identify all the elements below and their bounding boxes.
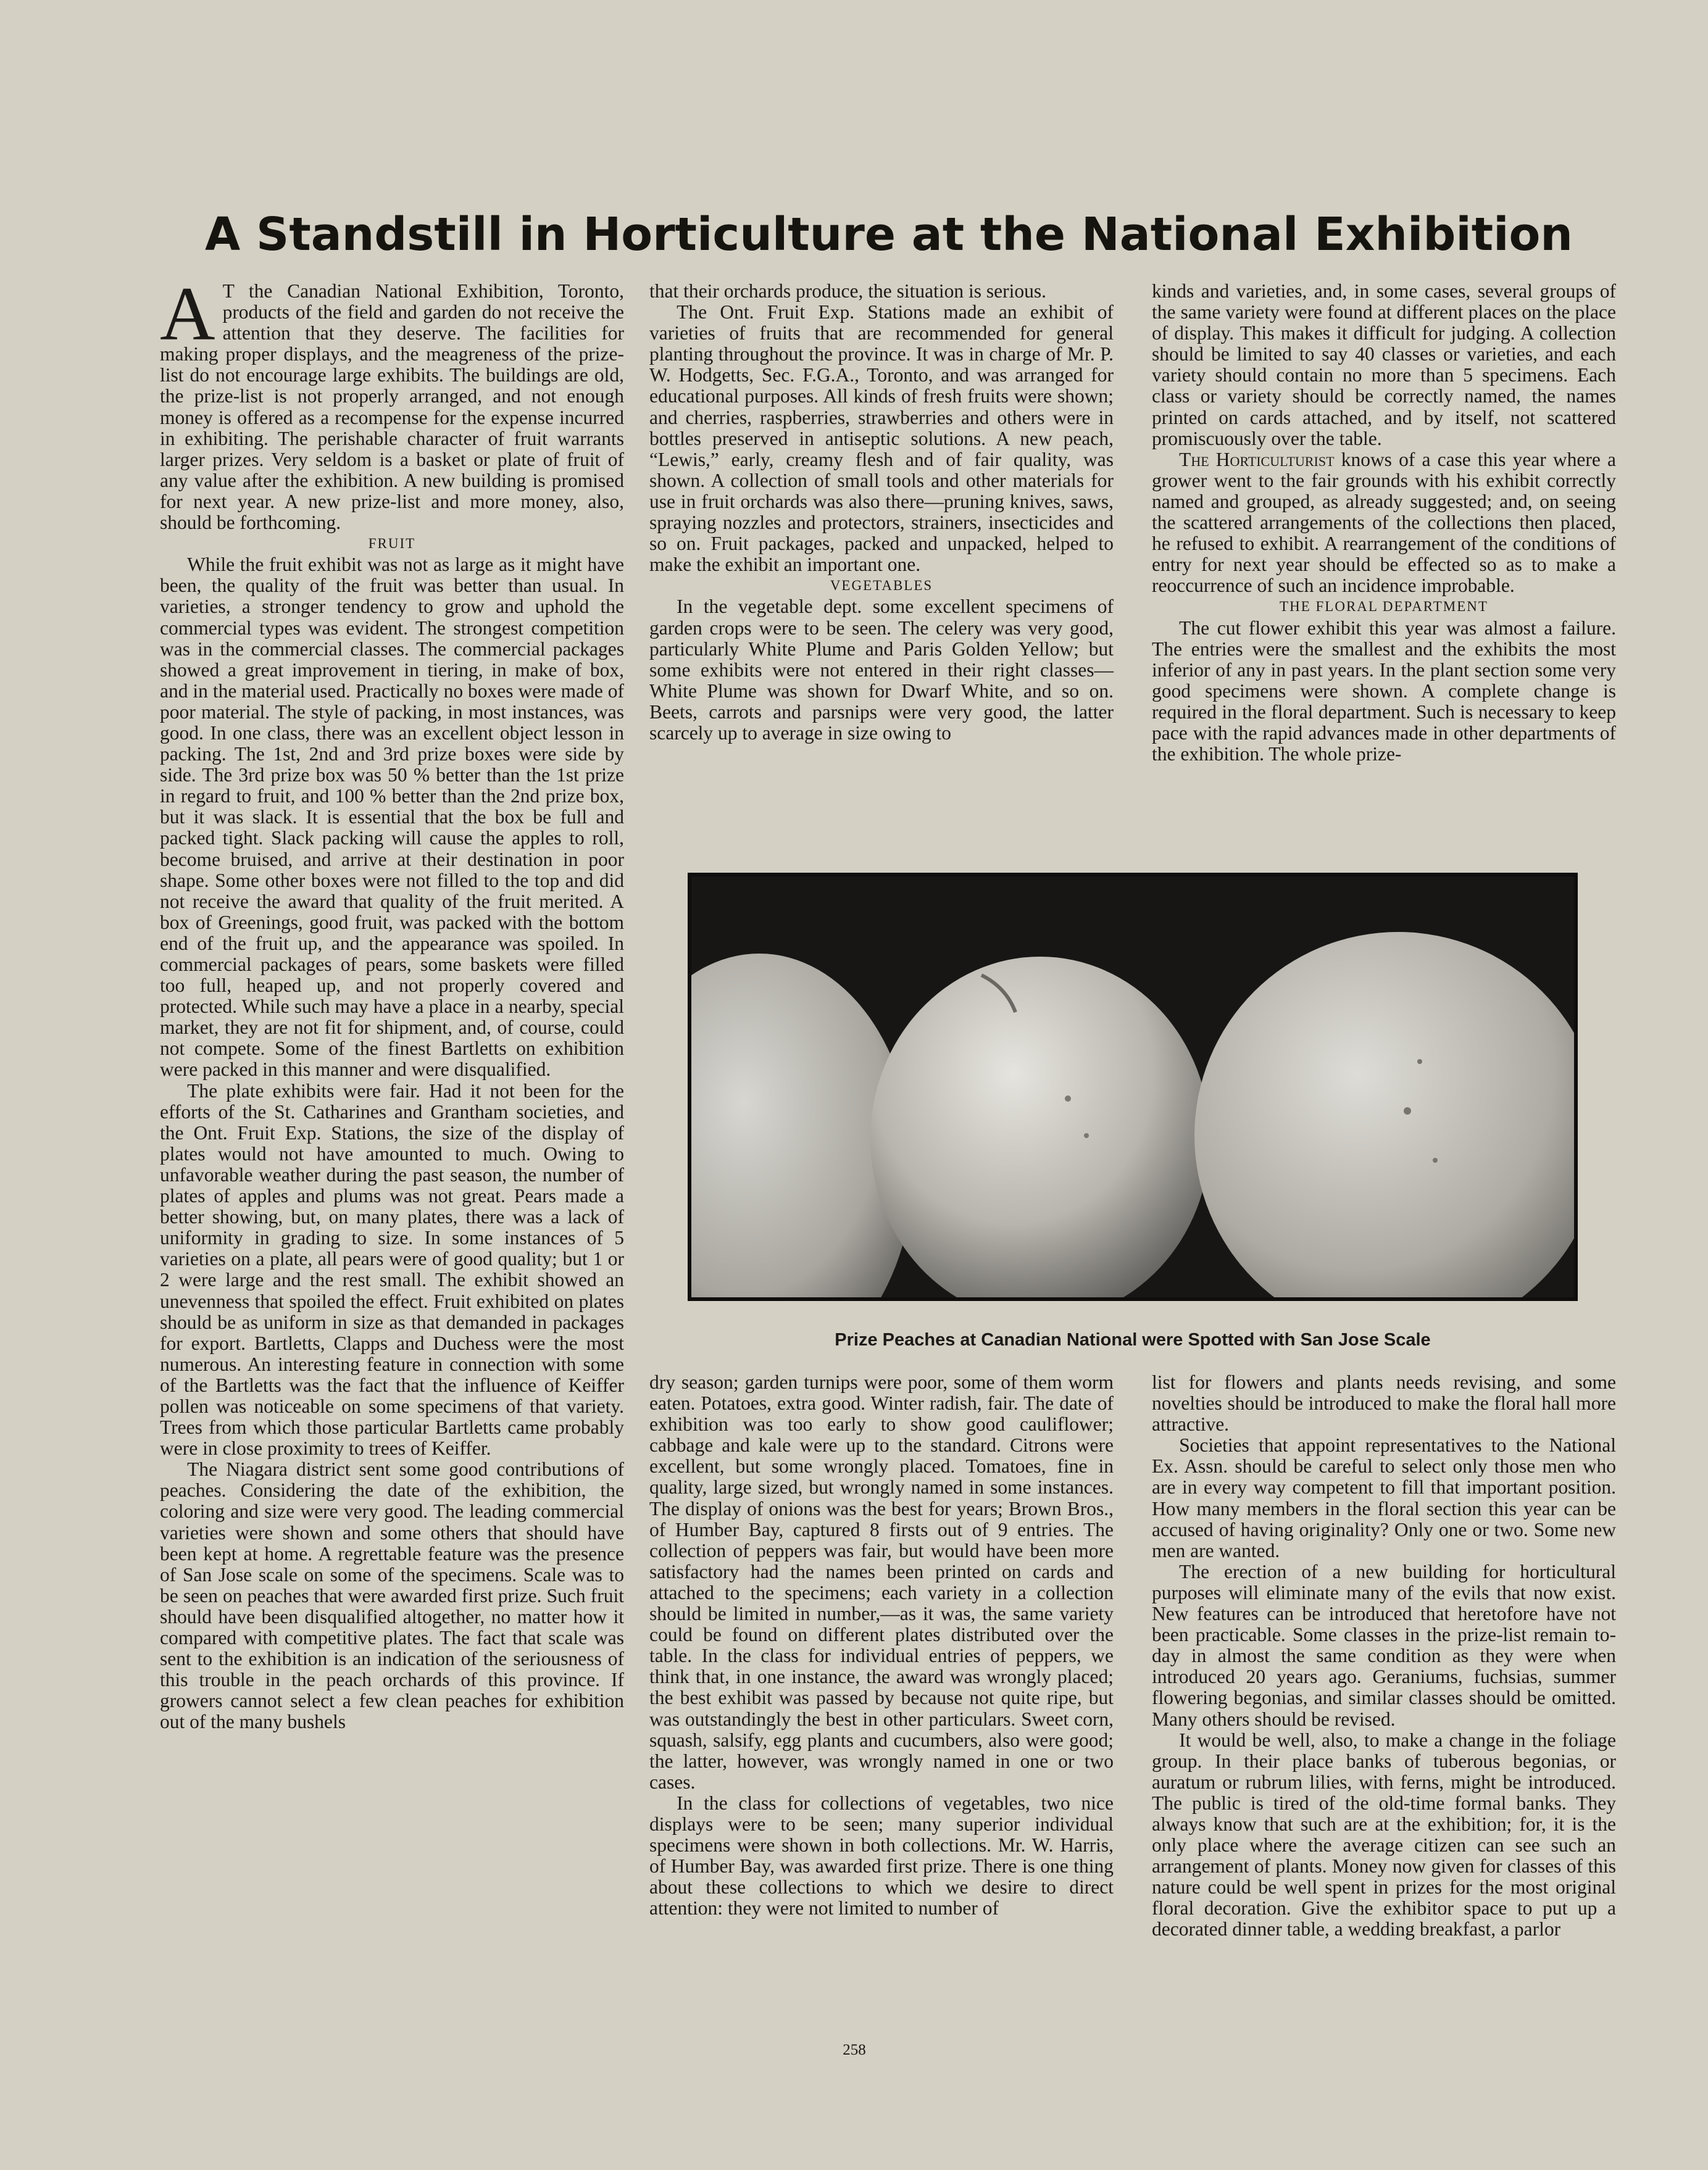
paragraph: list for flowers and plants needs revising, and some novelties should be introduced to make the floral hall more attractive. [1152, 1371, 1616, 1436]
column-3-bottom [1152, 1372, 1616, 1940]
column-2-bottom [649, 1372, 1114, 1919]
paragraph: In the vegetable dept. some excellent specimens of garden crops were to be seen. The celery was very good, particularly White Plume and Paris Golden Yellow; but some exhibits were not entered in their right classes—White Plume was shown for Dwarf White, and so on. Beets, carrots and parsnips were very good, the latter scarcely up to average in size owing to [649, 596, 1114, 744]
page-number: 258 [843, 2042, 866, 2058]
peaches-illustration [691, 876, 1574, 1297]
paragraph: The erection of a new building for horticultural purposes will eliminate many of the evils that now exist. New features can be introduced that heretofore have not been practicable. Some classes in the prize-list remain to-day in almost the same condition as they were when introduced 20 years ago. Geraniums, fuchsias, summer flowering begonias, and similar classes should be omitted. Many others should be revised. [1152, 1560, 1616, 1730]
paragraph [1152, 449, 1616, 597]
drop-cap: A [160, 272, 215, 356]
paragraph: While the fruit exhibit was not as large as it might have been, the quality of the fruit was better than usual. In varieties, a stronger tendency to grow and uphold the commercial types was evident. The strongest competition was in the commercial classes. The commercial packages showed a great improvement in tiering, in make of box, and in the material used. Practically no boxes were made of poor material. The style of packing, in most instances, was good. In one class, there was an excellent object lesson in packing. The 1st, 2nd and 3rd prize boxes were side by side. The 3rd prize box was 50 % better than the 1st prize in regard to fruit, and 100 % better than the 2nd prize box, but it was slack. It is essential that the box be full and packed tight. Slack packing will cause the apples to roll, become bruised, and arrive at their destination in poor shape. Some other boxes were not filled to the top and did not receive the award that quality of the fruit merited. A box of Greenings, good fruit, was packed with the bottom end of the fruit up, and the appearance was spoiled. In commercial packages of pears, some baskets were filled too full, heaped up, and not properly covered and protected. While such may have a place in a nearby, special market, they are not fit for shipment, and, of course, could not compete. Some of the finest Bartletts on exhibition were packed in this manner and were disqualified. [160, 554, 624, 1081]
paragraph: The Ont. Fruit Exp. Stations made an exhibit of varieties of fruits that are recommended for general planting throughout the province. It was in charge of Mr. P. W. Hodgetts, Sec. F.G.A., Toronto, and was arranged for educational purposes. All kinds of fresh fruits were shown; and cherries, raspberries, strawberries and others were in bottles preserved in antiseptic solutions. A new peach, “Lewis,” early, creamy flesh and of fair quality, was shown. A collection of small tools and other materials for use in fruit orchards was also there—pruning knives, saws, spraying nozzles and protectors, strainers, insecticides and so on. Fruit packages, packed and unpacked, helped to make the exhibit an important one. [649, 301, 1114, 576]
section-heading-vegetables: VEGETABLES [830, 578, 933, 594]
paragraph: The plate exhibits were fair. Had it not been for the efforts of the St. Catharines and Grantham societies, and the Ont. Fruit Exp. Stations, the size of the display of plates would not have amounted to much. Owing to unfavorable weather during the past season, the number of plates of apples and plums was not great. Pears made a better showing, but, on many plates, there was a lack of uniformity in grading to size. In some instances of 5 varieties on a plate, all pears were of good quality; but 1 or 2 were large and the rest small. The exhibit showed an unevenness that spoiled the effect. Fruit exhibited on plates should be as uniform in size as that demanded in packages for export. Bartletts, Clapps and Duchess were the most numerous. An interesting feature in connection with some of the Bartletts was the fact that the influence of Keiffer pollen was noticeable on some specimens of that variety. Trees from which those particular Bartletts came probably were in close proximity to trees of Keiffer. [160, 1079, 624, 1460]
column-1 [160, 272, 624, 1733]
section-heading-floral: THE FLORAL DEPARTMENT [1280, 599, 1488, 615]
paragraph: It would be well, also, to make a change in the foliage group. In their place banks of tuberous begonias, or auratum or rubrum lilies, with ferns, might be introduced. The public is tired of the old-time formal banks. They always know that such are at the exhibition; for, it is the only place where the average citizen can see such an arrangement of plants. Money now given for classes of this nature could be well spent in prizes for the most original floral decoration. Give the exhibitor space to put up a decorated dinner table, a wedding breakfast, a parlor [1152, 1729, 1616, 1940]
paragraph: kinds and varieties, and, in some cases, several groups of the same variety were found at different places on the place of display. This makes it difficult for judging. A collection should be limited to say 40 classes or varieties, and each variety should contain no more than 5 specimens. Each class or variety should be correctly named, the names printed on cards attached, and by itself, not scattered promiscuously over the table. [1152, 280, 1616, 449]
column-2-top [649, 281, 1114, 744]
peaches-photo [688, 873, 1578, 1301]
intro-paragraph [160, 272, 624, 534]
publication-name: The Horticulturist [1179, 448, 1335, 470]
paragraph: In the class for collections of vegetables, two nice displays were to be seen; many superior individual specimens were shown in both collections. Mr. W. Harris, of Humber Bay, was awarded first prize. There is one thing about these collections to which we desire to direct attention: they were not limited to number of [649, 1792, 1114, 1919]
paragraph: that their orchards produce, the situation is serious. [649, 280, 1046, 302]
column-3-top [1152, 281, 1616, 765]
article-title: A Standstill in Horticulture at the National Exhibition [205, 208, 1573, 261]
paragraph-text: knows of a case this year where a grower went to the fair grounds with his exhibit correctly named and grouped, as already suggested; and, on seeing the scattered arrangements of the collections then placed, he refused to exhibit. A rearrangement of the conditions of entry for next year should be effected so as to make a reoccurrence of such an incidence improbable. [1152, 448, 1616, 597]
paragraph: Societies that appoint representatives to the National Ex. Assn. should be careful to select only those men who are in every way competent to fill that important position. How many members in the floral section this year can be accused of having originality? Only one or two. Some new men are wanted. [1152, 1434, 1616, 1561]
intro-text: T the Canadian National Exhibition, Toronto, products of the field and garden do not receive the attention that they deserve. The facilities for making proper displays, and the meagreness of the prize-list do not encourage large exhibits. The buildings are old, the prize-list is not properly arranged, and not enough money is offered as a recompense for the expense incurred in exhibiting. The perishable character of fruit warrants larger prizes. Very seldom is a basket or plate of fruit of any value after the exhibition. A new building is promised for next year. A new prize-list and more money, also, should be forthcoming. [160, 280, 624, 534]
section-heading-fruit: FRUIT [368, 536, 416, 552]
photo-caption: Prize Peaches at Canadian National were Spotted with San Jose Scale [835, 1330, 1431, 1350]
paragraph: dry season; garden turnips were poor, some of them worm eaten. Potatoes, extra good. Winter radish, fair. The date of exhibition was too early to show good cauliflower; cabbage and kale were up to the standard. Citrons were excellent, but some wrongly placed. Tomatoes, fine in quality, large sized, but wrongly named in some instances. The display of onions was the best for years; Brown Bros., of Humber Bay, captured 8 firsts out of 9 entries. The collection of peppers was fair, but would have been more satisfactory had the names been printed on cards and attached to the specimens; each variety in a collection should be limited in number,—as it was, the same variety could be found on different plates distributed over the table. In the class for individual entries of peppers, we think that, in one instance, the award was wrongly placed; the best exhibit was passed by because not quite ripe, but was outstandingly the best in other particulars. Sweet corn, squash, salsify, egg plants and cucumbers, also were good; the latter, however, was wrongly named in one or two cases. [649, 1371, 1114, 1793]
paragraph: The cut flower exhibit this year was almost a failure. The entries were the smallest and the exhibits the most inferior of any in past years. In the plant section some very good specimens were shown. A complete change is required in the floral department. Such is necessary to keep pace with the rapid advances made in other departments of the exhibition. The whole prize- [1152, 617, 1616, 765]
paragraph: The Niagara district sent some good contributions of peaches. Considering the date of the exhibition, the coloring and size were very good. The leading commercial varieties were shown and some others that should have been kept at home. A regrettable feature was the presence of San Jose scale on some of the specimens. Scale was to be seen on peaches that were awarded first prize. Such fruit should have been disqualified altogether, no matter how it compared with competitive plates. The fact that scale was sent to the exhibition is an indication of the seriousness of this trouble in the peach orchards of this province. If growers cannot select a few clean peaches for exhibition out of the many bushels [160, 1458, 624, 1733]
